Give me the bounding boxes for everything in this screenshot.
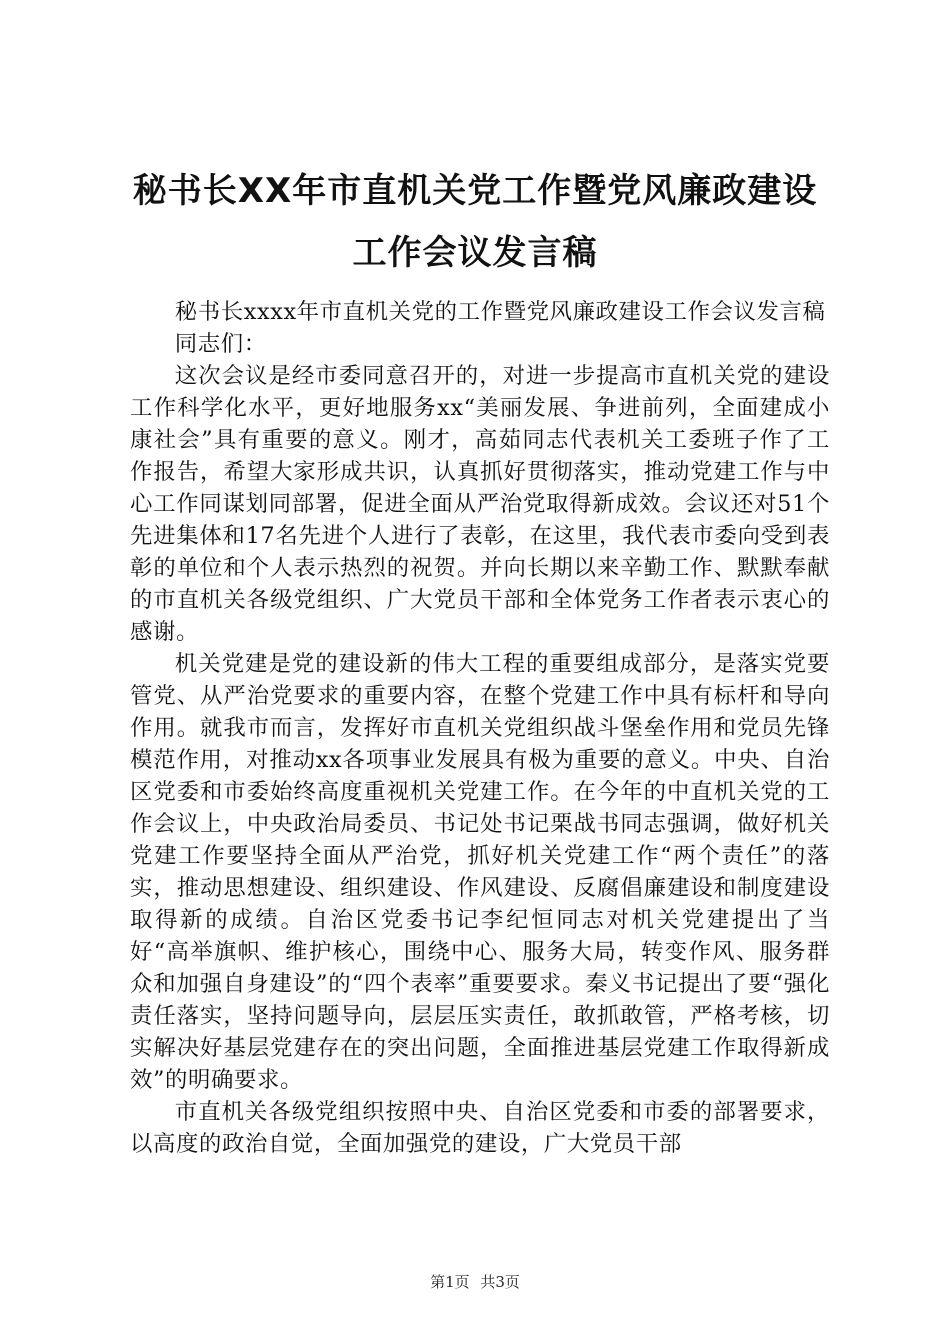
document-body (130, 296, 830, 1160)
paragraph-salutation: 同志们： (174, 331, 267, 357)
page-footer (0, 1272, 950, 1292)
paragraph-subtitle: 秘书长xxxx年市直机关党的工作暨党风廉政建设工作会议发言稿 (174, 299, 826, 325)
title-line-1: 秘书长XX年市直机关党工作暨党风廉政建设 (132, 171, 818, 211)
paragraph: 市直机关各级党组织按照中央、自治区党委和市委的部署要求，以高度的政治自觉，全面加强党的建设，广大党员干部 (130, 1099, 830, 1157)
paragraph: 机关党建是党的建设新的伟大工程的重要组成部分，是落实党要管党、从严治党要求的重要内容，在整个党建工作中具有标杆和导向作用。就我市而言，发挥好市直机关党组织战斗堡垒作用和党员先锋模范作用，对推动xx各项事业发展具有极为重要的意义。中央、自治区党委和市委始终高度重视机关党建工作。在今年的中直机关党的工作会议上，中央政治局委员、书记处书记栗战书同志强调，做好机关党建工作要坚持全面从严治党，抓好机关党建工作“两个责任”的落实，推动思想建设、组织建设、作风建设、反腐倡廉建设和制度建设取得新的成绩。自治区党委书记李纪恒同志对机关党建提出了当好“高举旗帜、维护核心，围绕中心、服务大局，转变作风、服务群众和加强自身建设”的“四个表率”重要要求。秦义书记提出了要“强化责任落实，坚持问题导向，层层压实责任，敢抓敢管，严格考核，切实解决好基层党建存在的突出问题，全面推进基层党建工作取得新成效”的明确要求。 (130, 651, 830, 1093)
title-line-2: 工作会议发言稿 (352, 233, 598, 273)
document-title (110, 160, 840, 284)
paragraph: 这次会议是经市委同意召开的，对进一步提高市直机关党的建设工作科学化水平，更好地服务xx“美丽发展、争进前列，全面建成小康社会”具有重要的意义。刚才，高茹同志代表机关工委班子作了工作报告，希望大家形成共识，认真抓好贯彻落实，推动党建工作与中心工作同谋划同部署，促进全面从严治党取得新成效。会议还对51个先进集体和17名先进个人进行了表彰，在这里，我代表市委向受到表彰的单位和个人表示热烈的祝贺。并向长期以来辛勤工作、默默奉献的市直机关各级党组织、广大党员干部和全体党务工作者表示衷心的感谢。 (130, 363, 830, 645)
page-total: 共3页 (480, 1273, 520, 1291)
page-number: 第1页 (430, 1273, 470, 1291)
